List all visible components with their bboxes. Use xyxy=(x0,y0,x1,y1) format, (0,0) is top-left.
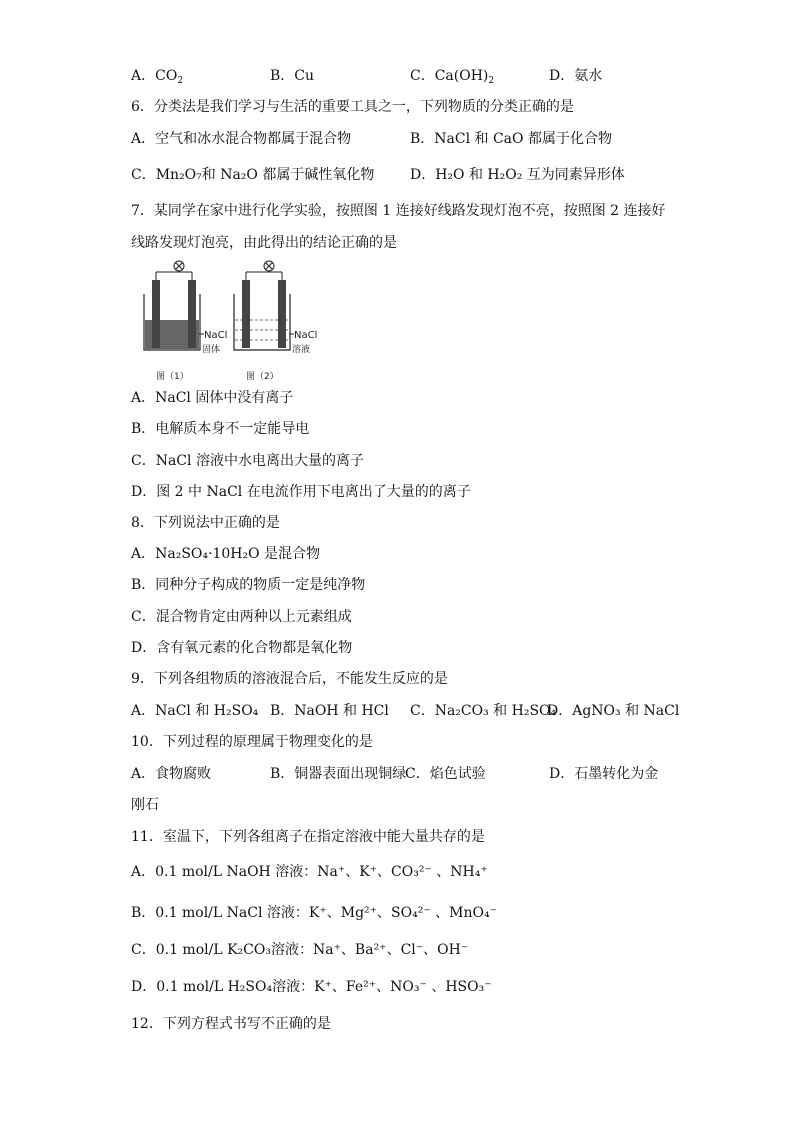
q5-option-c: C．$Ca(OH)_2$ xyxy=(410,68,495,86)
figure-1-label-nacl: NaCl xyxy=(204,330,228,341)
q9-option-d: D．AgNO₃ 和 NaCl xyxy=(547,703,680,719)
q6-option-c: C．Mn₂O₇和 Na₂O 都属于碱性氧化物 xyxy=(131,167,375,183)
q5-option-b: B．Cu xyxy=(270,68,315,84)
figure-2-label-nacl: NaCl xyxy=(294,330,318,341)
q7-stem-line2: 线路发现灯泡亮，由此得出的结论正确的是 xyxy=(131,235,397,251)
q8-option-d: D．含有氧元素的化合物都是氧化物 xyxy=(131,640,353,656)
q10-stem: 10．下列过程的原理属于物理变化的是 xyxy=(131,734,373,750)
figure-2-caption: 图（2） xyxy=(246,372,279,382)
q7-option-b: B．电解质本身不一定能导电 xyxy=(131,421,310,437)
q11-option-d: D．0.1 mol/L H₂SO₄溶液：K⁺、Fe²⁺、NO₃⁻ 、HSO₃⁻ xyxy=(131,979,492,995)
q6-option-a: A．空气和冰水混合物都属于混合物 xyxy=(131,131,352,147)
figure-2-label-solution: 溶液 xyxy=(292,345,311,355)
q9-option-b: B．NaOH 和 HCl xyxy=(270,703,389,719)
q10-option-b: B．铜器表面出现铜绿 xyxy=(270,766,407,782)
q6-option-b: B．NaCl 和 CaO 都属于化合物 xyxy=(410,131,612,147)
figure-1-beaker xyxy=(144,261,227,382)
q11-stem: 11．室温下，下列各组离子在指定溶液中能大量共存的是 xyxy=(131,829,485,845)
q10-option-c: C．焰色试验 xyxy=(405,766,486,782)
q9-stem: 9．下列各组物质的溶液混合后，不能发生反应的是 xyxy=(131,671,448,687)
q12-stem: 12．下列方程式书写不正确的是 xyxy=(131,1016,331,1032)
q8-option-c: C．混合物肯定由两种以上元素组成 xyxy=(131,609,352,625)
q9-option-c: C．Na₂CO₃ 和 H₂SO₄ xyxy=(410,703,557,719)
q6-stem: 6．分类法是我们学习与生活的重要工具之一，下列物质的分类正确的是 xyxy=(131,99,574,115)
figure-1-label-solid: 固体 xyxy=(202,345,221,355)
q7-option-c: C．NaCl 溶液中水电离出大量的离子 xyxy=(131,453,364,469)
q10-option-d: D．石墨转化为金 xyxy=(549,766,659,782)
q8-option-a: A．Na₂SO₄·10H₂O 是混合物 xyxy=(131,546,321,562)
q6-option-d: D．H₂O 和 H₂O₂ 互为同素异形体 xyxy=(410,167,625,183)
q8-option-b: B．同种分子构成的物质一定是纯净物 xyxy=(131,577,366,593)
q9-option-a: A．NaCl 和 H₂SO₄ xyxy=(131,703,259,719)
q11-option-c: C．0.1 mol/L K₂CO₃溶液：Na⁺、Ba²⁺、Cl⁻、OH⁻ xyxy=(131,942,469,958)
q5-option-a: A．$CO_2$ xyxy=(131,68,184,86)
q11-option-a: A．0.1 mol/L NaOH 溶液：Na⁺、K⁺、CO₃²⁻ 、NH₄⁺ xyxy=(131,864,488,880)
q10-option-a: A．食物腐败 xyxy=(131,766,212,782)
q7-stem-line1: 7．某同学在家中进行化学实验，按照图 1 连接好线路发现灯泡不亮，按照图 2 连接好 xyxy=(131,203,666,219)
figure-2-beaker xyxy=(234,261,317,382)
q7-figures xyxy=(130,258,340,384)
q5-option-d: D．氨水 xyxy=(549,68,603,84)
q7-option-a: A．NaCl 固体中没有离子 xyxy=(131,390,294,406)
q11-option-b: B．0.1 mol/L NaCl 溶液：K⁺、Mg²⁺、SO₄²⁻ 、MnO₄⁻ xyxy=(131,905,497,921)
figure-1-caption: 图（1） xyxy=(156,372,189,382)
q10-option-d-continued: 刚石 xyxy=(131,797,159,813)
q8-stem: 8．下列说法中正确的是 xyxy=(131,515,280,531)
q7-option-d: D．图 2 中 NaCl 在电流作用下电离出了大量的的离子 xyxy=(131,484,471,500)
